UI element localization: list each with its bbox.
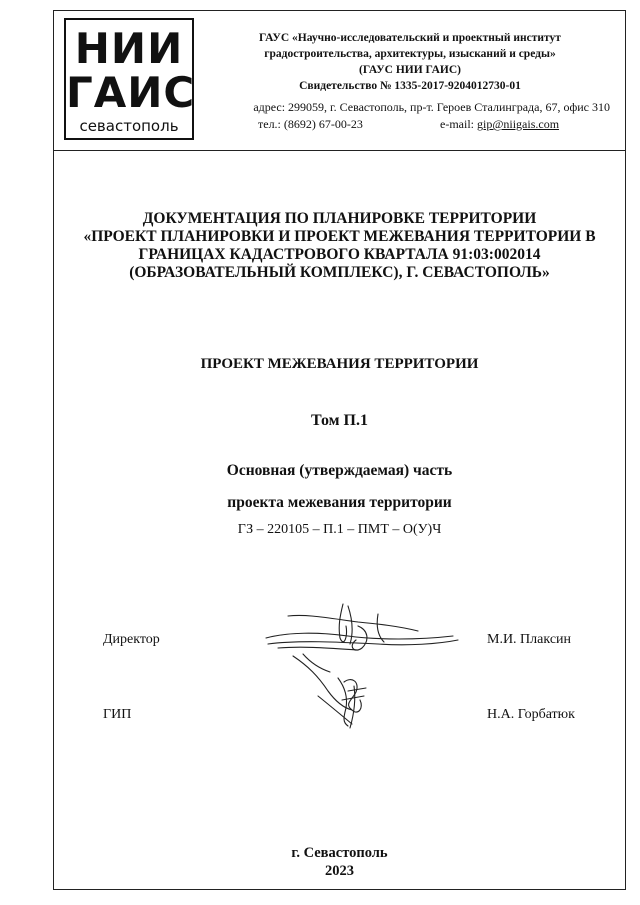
org-line-3: (ГАУС НИИ ГАИС) — [359, 64, 461, 76]
org-line-2: градостроительства, архитектуры, изысканий и среды» — [264, 48, 556, 60]
director-title: Директор — [103, 632, 160, 647]
niigais-logo — [64, 18, 194, 140]
title-line-1: ДОКУМЕНТАЦИЯ ПО ПЛАНИРОВКЕ ТЕРРИТОРИИ — [142, 210, 537, 227]
organization-block — [200, 30, 620, 94]
gip-title: ГИП — [103, 707, 132, 722]
email-label: e-mail: — [440, 117, 477, 131]
gip-name: Н.А. Горбатюк — [487, 707, 575, 722]
director-name: М.И. Плаксин — [487, 632, 572, 647]
part-title-line-1: Основная (утверждаемая) часть — [226, 462, 453, 479]
org-line-1: ГАУС «Научно-исследовательский и проектный институт — [259, 32, 561, 44]
page-frame — [53, 10, 626, 890]
part-title-line-2: проекта межевания территории — [227, 494, 452, 511]
email-block — [440, 116, 559, 133]
contacts-block — [210, 99, 610, 133]
logo-line-2: ГАИС — [66, 68, 196, 117]
org-certificate: Свидетельство № 1335-2017-9204012730-01 — [299, 80, 521, 92]
logo-city: севастополь — [79, 117, 179, 135]
address: адрес: 299059, г. Севастополь, пр-т. Героев Сталинграда, 67, офис 310 — [253, 100, 610, 114]
section-title: ПРОЕКТ МЕЖЕВАНИЯ ТЕРРИТОРИИ — [200, 356, 479, 372]
footer-city: г. Севастополь — [291, 845, 388, 861]
document-title — [53, 210, 626, 282]
title-line-2: «ПРОЕКТ ПЛАНИРОВКИ И ПРОЕКТ МЕЖЕВАНИЯ ТЕРРИТОРИИ В — [83, 228, 596, 245]
handwritten-signature — [248, 596, 468, 746]
document-code: ГЗ – 220105 – П.1 – ПМТ – О(У)Ч — [237, 522, 442, 537]
phone: тел.: (8692) 67-00-23 — [258, 117, 363, 131]
email-link[interactable]: gip@niigais.com — [476, 117, 560, 131]
title-line-3: ГРАНИЦАХ КАДАСТРОВОГО КВАРТАЛА 91:03:002014 — [138, 246, 541, 263]
logo-line-1: НИИ — [74, 24, 184, 73]
footer-year: 2023 — [325, 863, 354, 879]
volume-label: Том П.1 — [311, 412, 368, 429]
title-line-4: (ОБРАЗОВАТЕЛЬНЫЙ КОМПЛЕКС), Г. СЕВАСТОПОЛЬ» — [129, 264, 550, 281]
header-divider — [53, 150, 626, 151]
